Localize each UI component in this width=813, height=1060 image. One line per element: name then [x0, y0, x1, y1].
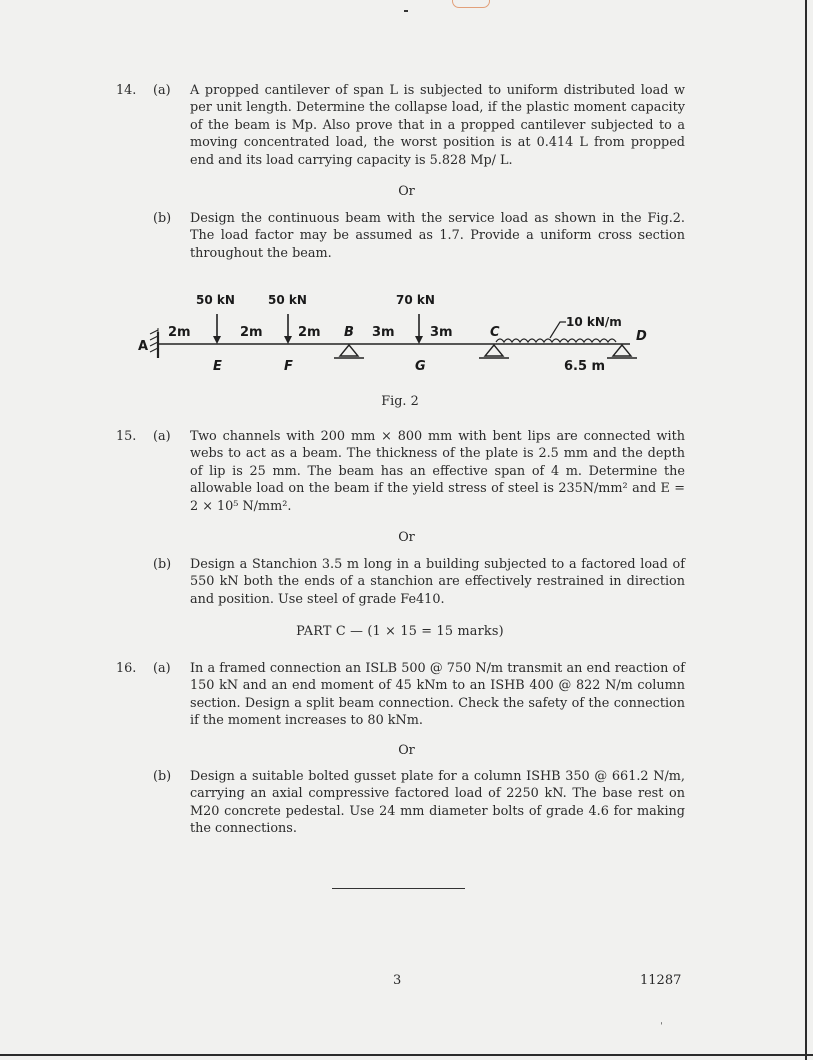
part-label: (b) [153, 211, 172, 226]
support-c [485, 345, 503, 356]
scan-mark [404, 10, 408, 12]
arrow-head [284, 336, 292, 344]
part-label: (a) [153, 83, 171, 98]
question-text: In a framed connection an ISLB 500 @ 750 N/m transmit an end reaction of 150 kN and an end moment of 45 kNm to an ISHB 400 @ 822 N/m column section. Design a split beam connection. Check the safety of the connection if the moment increases to 80 kNm. [190, 661, 685, 729]
point-a-label: A [138, 339, 149, 354]
end-rule [332, 888, 465, 889]
point-d-label: D [636, 329, 647, 344]
or-label: Or [398, 530, 415, 545]
question-number: 15. [116, 429, 137, 444]
point-e-label: E [213, 359, 222, 374]
page-number: 3 [393, 973, 402, 988]
question-text: Two channels with 200 mm × 800 mm with bent lips are connected with webs to act as a beam. The thickness of the plate is 2.5 mm and the depth of lip is 25 mm. The beam has an effective span of 4 m. Determine the allowable load on the beam if the yield stress of steel is 235N/mm² and E = 2 × 10⁵ N/mm². [190, 429, 685, 514]
or-label: Or [398, 184, 415, 199]
part-label: (b) [153, 769, 172, 784]
span-label: 3m [430, 325, 453, 340]
figure-caption: Fig. 2 [381, 394, 419, 409]
part-c-heading: PART C — (1 × 15 = 15 marks) [296, 624, 504, 639]
support-d [613, 345, 631, 356]
beam-figure [130, 284, 670, 384]
question-number: 16. [116, 661, 137, 676]
part-label: (a) [153, 661, 171, 676]
question-text: Design a Stanchion 3.5 m long in a building subjected to a factored load of 550 kN both the ends of a stanchion are effectively restrained in direction and position. Use steel of grade Fe410. [190, 557, 685, 607]
load-label: 50 kN [268, 293, 307, 307]
load-label: 70 kN [396, 293, 435, 307]
support-b [340, 345, 358, 356]
span-label: 2m [298, 325, 321, 340]
point-f-label: F [284, 359, 293, 374]
span-label: 2m [168, 325, 191, 340]
page-edge-bottom [0, 1054, 813, 1056]
span-label: 6.5 m [564, 359, 606, 374]
load-label: 10 kN/m [566, 315, 622, 329]
point-b-label: B [344, 325, 354, 340]
arrow-head [415, 336, 423, 344]
load-label: 50 kN [196, 293, 235, 307]
question-text: Design the continuous beam with the service load as shown in the Fig.2. The load factor may be assumed as 1.7. Provide a uniform cross section throughout the beam. [190, 211, 685, 261]
stamp-mark [452, 0, 490, 8]
udl-symbol [496, 339, 616, 342]
question-text: A propped cantilever of span L is subjected to uniform distributed load w per unit length. Determine the collapse load, if the plastic moment capacity of the beam is Mp. Also prove that in a propped cantilever subjected to a moving concentrated load, the worst position is at 0.414 L from propped end and its load carrying capacity is 5.828 Mp/ L. [190, 83, 685, 168]
scan-speck: ˈ [660, 1022, 663, 1033]
question-number: 14. [116, 83, 137, 98]
part-label: (a) [153, 429, 171, 444]
span-label: 2m [240, 325, 263, 340]
point-g-label: G [415, 359, 426, 374]
or-label: Or [398, 743, 415, 758]
paper-code: 11287 [640, 973, 682, 988]
point-c-label: C [490, 325, 500, 340]
span-label: 3m [372, 325, 395, 340]
part-label: (b) [153, 557, 172, 572]
arrow-head [213, 336, 221, 344]
question-text: Design a suitable bolted gusset plate for a column ISHB 350 @ 661.2 N/m, carrying an axial compressive factored load of 2250 kN. The base rest on M20 concrete pedestal. Use 24 mm diameter bolts of grade 4.6 for making the connections. [190, 769, 685, 837]
udl-leader [550, 322, 566, 338]
